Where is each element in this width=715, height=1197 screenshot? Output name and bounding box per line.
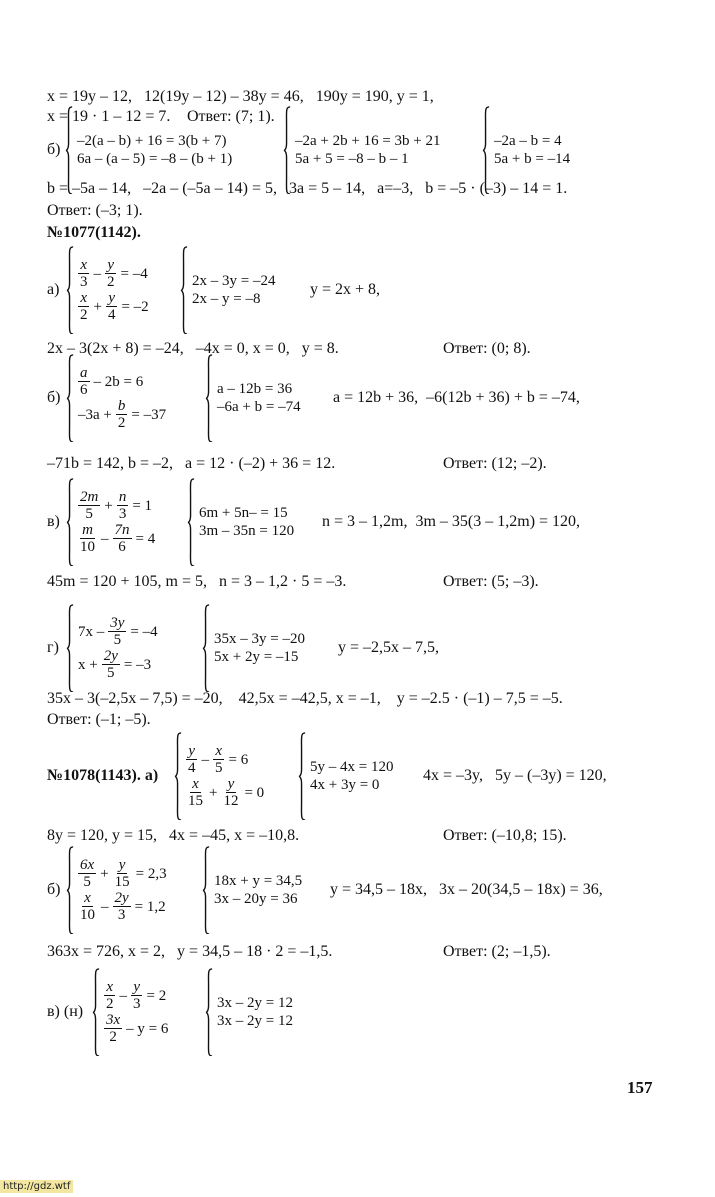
equation-term: 2x – 3y = –24 (192, 273, 276, 289)
equation-row (76, 890, 169, 923)
fraction-denominator: 5 (107, 665, 115, 681)
answer-text: Ответ: (0; 8). (443, 340, 531, 357)
fraction-denominator: 5 (113, 632, 122, 648)
answer-text: Ответ: (7; 1). (187, 108, 275, 125)
equation-term: = 2 (146, 987, 167, 1004)
equation-term: + (93, 298, 102, 315)
equation-text: n = 3 – 1,2m, 3m – 35(3 – 1,2m) = 120, (322, 513, 581, 530)
fraction-denominator: 5 (83, 874, 91, 890)
fraction (78, 890, 97, 923)
equation-row (76, 648, 160, 681)
fraction-numerator: x (106, 979, 114, 995)
equation-row (293, 132, 443, 150)
left-brace-icon (66, 246, 74, 335)
fraction-denominator: 2 (109, 1029, 117, 1045)
equation-text: 4x = –3y, 5y – (–3y) = 120, (423, 767, 607, 784)
system-rows (190, 272, 277, 308)
equation-row (190, 272, 277, 290)
equation-text: –71b = 142, b = –2, a = 12 · (–2) + 36 = 12. (47, 455, 336, 472)
equation-system (205, 993, 295, 1031)
equation-row (75, 132, 234, 150)
equation-term: = –3 (123, 656, 152, 673)
equation-system (66, 361, 168, 435)
system-rows (76, 615, 160, 681)
left-brace-icon (66, 604, 74, 693)
fraction-denominator: 15 (114, 874, 130, 890)
equation-row (212, 872, 304, 890)
equation-row (308, 776, 395, 794)
equation-row (197, 504, 296, 522)
equation-row (293, 150, 443, 168)
system-rows (212, 630, 307, 666)
solution-line (0, 180, 715, 200)
fraction-denominator: 5 (85, 506, 93, 522)
equation-term: 35x – 3y = –20 (214, 631, 305, 647)
page-number: 157 (627, 1078, 653, 1097)
equation-row (212, 648, 307, 666)
equation-term: = –4 (120, 265, 148, 282)
left-brace-icon (66, 354, 74, 443)
equation-term: –6a + b = –74 (217, 399, 301, 415)
part-label: а) (47, 281, 60, 298)
fraction-denominator: 3 (80, 274, 88, 290)
system-rows (215, 994, 295, 1030)
fraction (105, 257, 117, 290)
equation-text: x = 19 · 1 – 12 = 7. (47, 108, 171, 125)
equation-system (66, 611, 160, 685)
equation-term: 4x + 3y = 0 (310, 777, 380, 793)
fraction (104, 979, 116, 1012)
fraction (78, 365, 90, 398)
fraction (116, 398, 128, 431)
equation-row (184, 776, 266, 809)
fraction (131, 979, 143, 1012)
system-rows (76, 857, 169, 923)
fraction-denominator: 6 (118, 539, 126, 555)
equation-term: = 0 (244, 784, 265, 801)
fraction (78, 290, 90, 323)
fraction (186, 776, 205, 809)
equation-row (76, 522, 157, 555)
solution-line (0, 202, 715, 222)
equation-system-block (0, 484, 715, 560)
equation-text: y = –2,5x – 7,5, (338, 639, 440, 656)
equation-row (76, 398, 168, 431)
equation-row (76, 615, 160, 648)
left-brace-icon (187, 478, 195, 567)
fraction (117, 489, 129, 522)
equation-term: –2a + 2b + 16 = 3b + 21 (295, 133, 441, 149)
solution-line (0, 340, 715, 360)
equation-term: 3x – 2y = 12 (217, 1013, 293, 1029)
fraction-numerator: y (133, 979, 141, 995)
solution-line (0, 827, 715, 847)
exercise-heading (0, 224, 715, 244)
part-label: б) (47, 881, 61, 898)
equation-term: – (93, 265, 101, 282)
fraction-denominator: 4 (188, 760, 196, 776)
equation-term: 2x – y = –8 (192, 291, 261, 307)
fraction-denominator: 2 (107, 274, 115, 290)
equation-row (197, 522, 296, 540)
equation-system (482, 131, 572, 169)
system-rows (197, 504, 296, 540)
equation-text: 45m = 120 + 105, m = 5, n = 3 – 1,2 · 5 = –3. (47, 573, 347, 590)
part-label: №1078(1143). а) (47, 767, 159, 784)
fraction-denominator: 10 (80, 907, 95, 923)
equation-system (66, 485, 157, 559)
fraction-numerator: 2y (103, 648, 118, 664)
equation-row (76, 857, 169, 890)
fraction-numerator: x (80, 290, 88, 306)
system-rows (184, 743, 266, 809)
fraction-denominator: 2 (80, 307, 88, 323)
equation-row (76, 290, 151, 323)
equation-term: 3x – 20y = 36 (214, 891, 298, 907)
equation-text: y = 34,5 – 18x, 3x – 20(34,5 – 18x) = 36, (330, 881, 603, 898)
fraction (78, 257, 90, 290)
equation-system-block (0, 610, 715, 686)
system-rows (215, 380, 303, 416)
equation-term: = –4 (130, 623, 158, 640)
equation-term: – (101, 530, 109, 547)
left-brace-icon (66, 846, 74, 935)
equation-system-block (0, 130, 715, 170)
equation-system (66, 853, 169, 927)
answer-text: Ответ: (–3; 1). (47, 202, 143, 219)
equation-term: 7x – (78, 623, 105, 640)
part-label: г) (47, 639, 59, 656)
solution-line (0, 455, 715, 475)
equation-row (215, 380, 303, 398)
equation-row (102, 1012, 170, 1045)
equation-term: 18x + y = 34,5 (214, 873, 303, 889)
fraction-numerator: y (227, 776, 235, 792)
equation-row (190, 290, 277, 308)
equation-term: = 4 (135, 530, 156, 547)
fraction-numerator: 2y (114, 890, 129, 906)
fraction (108, 615, 126, 648)
equation-system (180, 271, 277, 309)
system-rows (492, 132, 572, 168)
equation-term: = 1,2 (134, 898, 166, 915)
equation-system (92, 975, 170, 1049)
fraction-numerator: b (117, 398, 126, 414)
equation-row (215, 1012, 295, 1030)
equation-term: = –37 (131, 406, 167, 423)
left-brace-icon (298, 732, 306, 821)
equation-term: = 2,3 (135, 865, 167, 882)
left-brace-icon (205, 968, 213, 1057)
fraction-numerator: 2m (80, 489, 99, 505)
equation-term: – y = 6 (126, 1020, 169, 1037)
fraction-denominator: 10 (80, 539, 95, 555)
equation-system (202, 629, 307, 667)
equation-row (215, 994, 295, 1012)
heading-text: №1077(1142). (47, 224, 141, 241)
equation-text: a = 12b + 36, –6(12b + 36) + b = –74, (333, 389, 580, 406)
footer-watermark-link[interactable]: http://gdz.wtf (0, 1180, 73, 1193)
system-rows (102, 979, 170, 1045)
equation-row (492, 132, 572, 150)
fraction-denominator: 3 (117, 907, 126, 923)
solution-line (0, 711, 715, 731)
equation-term: 3x – 2y = 12 (217, 995, 293, 1011)
solution-line (0, 573, 715, 593)
equation-row (75, 150, 234, 168)
equation-term: – (201, 751, 209, 768)
answer-text: Ответ: (2; –1,5). (443, 943, 551, 960)
fraction-denominator: 2 (117, 415, 126, 431)
left-brace-icon (92, 968, 100, 1057)
fraction-denominator: 12 (223, 793, 239, 809)
answer-text: Ответ: (5; –3). (443, 573, 539, 590)
equation-row (102, 979, 170, 1012)
part-label: в) (н) (47, 1003, 84, 1020)
fraction-numerator: 7n (114, 522, 130, 538)
system-rows (76, 489, 157, 555)
equation-term: = –2 (121, 298, 149, 315)
answer-text: Ответ: (12; –2). (443, 455, 547, 472)
solution-line (0, 88, 715, 108)
part-label: б) (47, 389, 61, 406)
equation-term: 6a – (a – 5) = –8 – (b + 1) (77, 151, 233, 167)
fraction (78, 522, 97, 555)
system-rows (212, 872, 304, 908)
left-brace-icon (205, 354, 213, 443)
fraction-numerator: x (84, 890, 91, 906)
equation-term: 5a + b = –14 (494, 151, 571, 167)
solution-line (0, 943, 715, 963)
answer-text: Ответ: (–1; –5). (47, 711, 151, 728)
left-brace-icon (180, 246, 188, 335)
fraction-denominator: 6 (80, 382, 88, 398)
fraction (213, 743, 225, 776)
equation-system-block (0, 974, 715, 1050)
equation-text: y = 2x + 8, (310, 281, 381, 298)
fraction (113, 857, 132, 890)
fraction (186, 743, 198, 776)
equation-system (65, 131, 234, 169)
fraction-numerator: 3y (110, 615, 125, 631)
equation-system-block (0, 852, 715, 928)
fraction (221, 776, 240, 809)
equation-term: – (119, 987, 127, 1004)
fraction (78, 489, 100, 522)
equation-row (76, 257, 151, 290)
fraction-numerator: y (107, 257, 115, 273)
fraction-denominator: 3 (133, 996, 141, 1012)
fraction-numerator: 6x (80, 857, 95, 873)
equation-term: 3m – 35n = 120 (199, 523, 295, 539)
fraction-denominator: 5 (215, 760, 223, 776)
solution-line (0, 690, 715, 710)
fraction-denominator: 4 (107, 307, 116, 323)
equation-term: – (101, 898, 109, 915)
part-label: б) (47, 141, 61, 158)
fraction (106, 290, 118, 323)
left-brace-icon (202, 846, 210, 935)
fraction (104, 1012, 122, 1045)
fraction-numerator: a (80, 365, 88, 381)
equation-system (66, 253, 151, 327)
fraction-numerator: x (80, 257, 88, 273)
equation-row (76, 365, 168, 398)
fraction-numerator: y (188, 743, 196, 759)
equation-system (174, 739, 266, 813)
system-rows (308, 758, 395, 794)
equation-term: + (100, 865, 109, 882)
fraction-numerator: m (82, 522, 93, 538)
equation-text: 8y = 120, y = 15, 4x = –45, x = –10,8. (47, 827, 300, 844)
equation-row (308, 758, 395, 776)
equation-term: = 1 (132, 497, 153, 514)
answer-text: Ответ: (–10,8; 15). (443, 827, 567, 844)
part-label: в) (47, 513, 60, 530)
equation-text: 363x = 726, x = 2, y = 34,5 – 18 · 2 = –1,5. (47, 943, 333, 960)
equation-row (212, 890, 304, 908)
equation-row (184, 743, 266, 776)
equation-term: + (209, 784, 218, 801)
equation-text: b = –5a – 14, –2a – (–5a – 14) = 5, 3a = 5 – 14, a=–3, b = –5 · (–3) – 14 = 1. (47, 180, 568, 197)
equation-term: – 2b = 6 (93, 373, 144, 390)
equation-system (205, 379, 303, 417)
equation-row (215, 398, 303, 416)
fraction-numerator: x (215, 743, 223, 759)
left-brace-icon (66, 478, 74, 567)
left-brace-icon (174, 732, 182, 821)
equation-system (187, 503, 296, 541)
fraction-numerator: 3x (106, 1012, 121, 1028)
fraction-numerator: n (118, 489, 127, 505)
left-brace-icon (202, 604, 210, 693)
system-rows (293, 132, 443, 168)
equation-row (76, 489, 157, 522)
equation-system (298, 757, 395, 795)
equation-system (283, 131, 443, 169)
system-rows (76, 257, 151, 323)
fraction (78, 857, 96, 890)
fraction (102, 648, 120, 681)
equation-term: 5a + 5 = –8 – b – 1 (295, 151, 409, 167)
equation-term: 5x + 2y = –15 (214, 649, 299, 665)
equation-term: –2(a – b) + 16 = 3(b + 7) (77, 133, 227, 149)
equation-system-block (0, 738, 715, 814)
equation-term: = 6 (228, 751, 249, 768)
system-rows (75, 132, 234, 168)
solution-line (0, 108, 715, 128)
equation-text: x = 19y – 12, 12(19y – 12) – 38y = 46, 190y = 190, y = 1, (47, 88, 434, 105)
fraction-numerator: y (108, 290, 116, 306)
equation-text: 2x – 3(2x + 8) = –24, –4x = 0, x = 0, y = 8. (47, 340, 339, 357)
fraction-numerator: x (192, 776, 199, 792)
fraction-denominator: 3 (118, 506, 127, 522)
fraction (113, 522, 132, 555)
system-rows (76, 365, 168, 431)
equation-term: a – 12b = 36 (217, 381, 293, 397)
equation-term: x + (78, 656, 98, 673)
fraction-denominator: 2 (106, 996, 114, 1012)
equation-system-block (0, 252, 715, 328)
fraction-denominator: 15 (188, 793, 203, 809)
fraction-numerator: y (118, 857, 126, 873)
equation-term: 5y – 4x = 120 (310, 759, 394, 775)
equation-term: 6m + 5n– = 15 (199, 505, 288, 521)
fraction (113, 890, 131, 923)
equation-row (492, 150, 572, 168)
equation-term: –3a + (78, 406, 112, 423)
equation-term: + (104, 497, 113, 514)
equation-row (212, 630, 307, 648)
equation-text: 35x – 3(–2,5x – 7,5) = –20, 42,5x = –42,5, x = –1, y = –2.5 · (–1) – 7,5 = –5. (47, 690, 563, 707)
equation-term: –2a – b = 4 (494, 133, 562, 149)
equation-system-block (0, 360, 715, 436)
equation-system (202, 871, 304, 909)
